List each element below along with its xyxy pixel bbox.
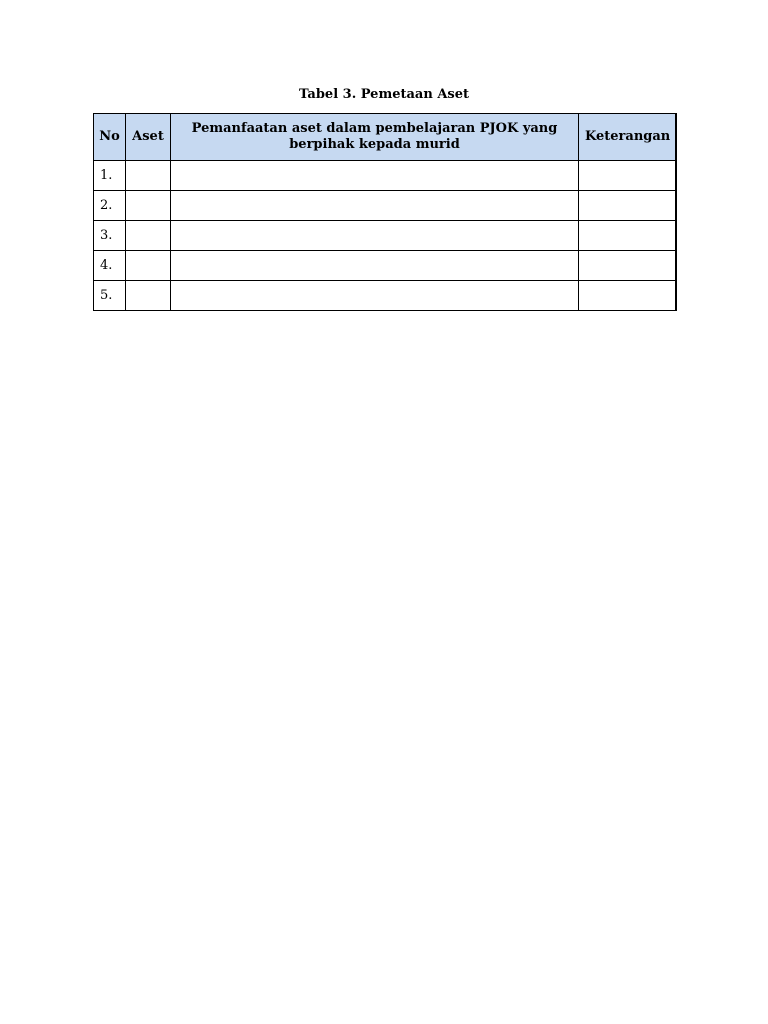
keterangan-cell	[579, 221, 676, 251]
table-row	[94, 161, 676, 191]
aset-cell	[126, 161, 171, 191]
table-header-row	[94, 114, 676, 161]
table-row	[94, 281, 676, 311]
table-row	[94, 251, 676, 281]
aset-cell	[126, 221, 171, 251]
table-row	[94, 191, 676, 221]
row-number: 1.	[94, 161, 126, 191]
aset-cell	[126, 191, 171, 221]
header-pemanfaatan: Pemanfaatan aset dalam pembelajaran PJOK yang berpihak kepada murid	[171, 114, 579, 161]
keterangan-cell	[579, 281, 676, 311]
table-row	[94, 221, 676, 251]
row-number: 2.	[94, 191, 126, 221]
keterangan-cell	[579, 191, 676, 221]
row-number: 5.	[94, 281, 126, 311]
row-number: 4.	[94, 251, 126, 281]
header-aset: Aset	[126, 114, 171, 161]
asset-mapping-table	[93, 113, 677, 311]
keterangan-cell	[579, 251, 676, 281]
pemanfaatan-cell	[171, 221, 579, 251]
pemanfaatan-cell	[171, 251, 579, 281]
table-caption: Tabel 3. Pemetaan Aset	[298, 87, 469, 102]
keterangan-cell	[579, 161, 676, 191]
aset-cell	[126, 251, 171, 281]
header-keterangan: Keterangan	[579, 114, 676, 161]
pemanfaatan-cell	[171, 161, 579, 191]
aset-cell	[126, 281, 171, 311]
row-number: 3.	[94, 221, 126, 251]
pemanfaatan-cell	[171, 281, 579, 311]
pemanfaatan-cell	[171, 191, 579, 221]
header-no: No	[94, 114, 126, 161]
